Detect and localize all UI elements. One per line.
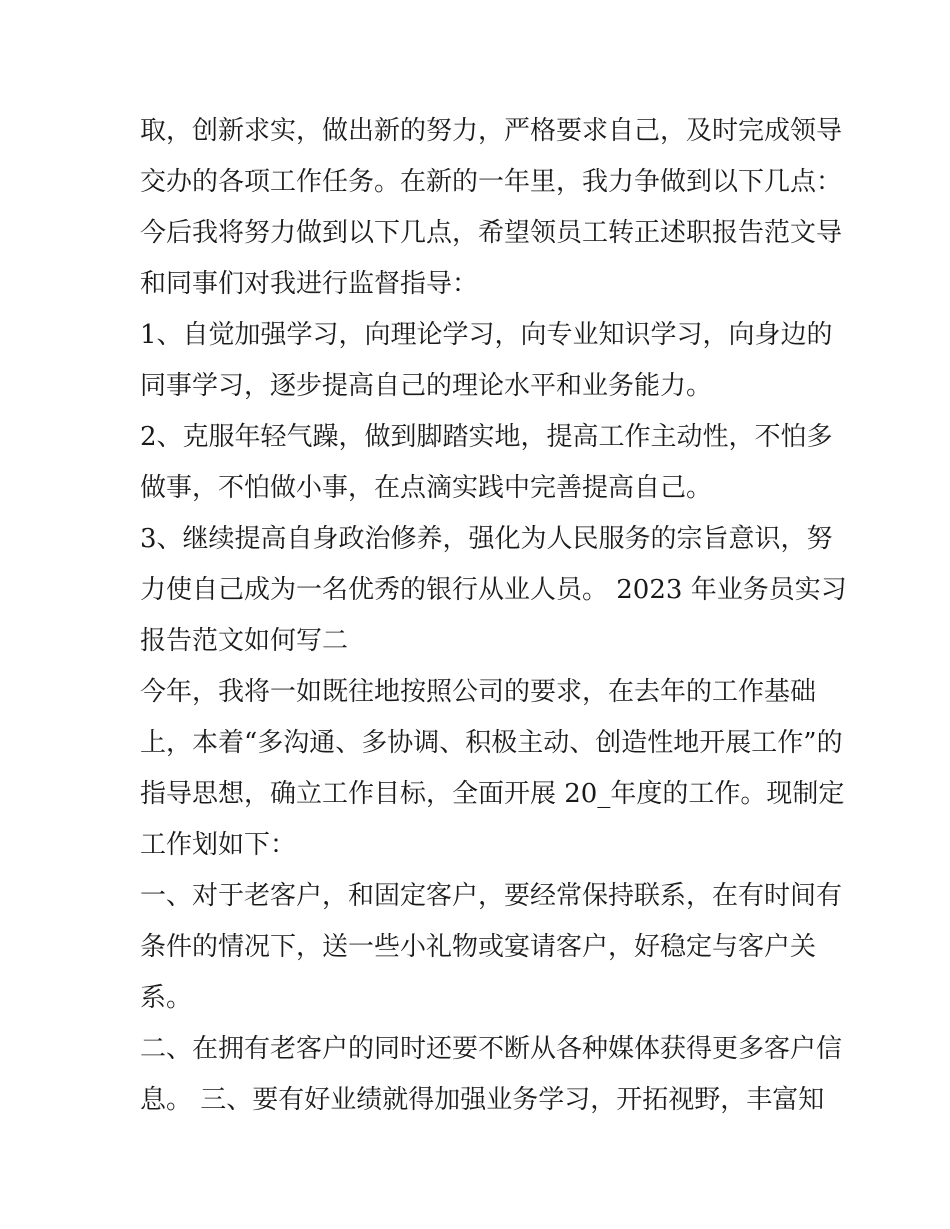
text-line: 交办的各项工作任务。在新的一年里，我力争做到以下几点：	[140, 167, 843, 197]
text-line: 工作划如下：	[140, 830, 297, 860]
text-line: 1、自觉加强学习，向理论学习，向专业知识学习，向身边的	[140, 320, 833, 350]
text-line: 指导思想，确立工作目标，全面开展 20_年度的工作。现制定	[140, 779, 845, 809]
text-line: 息。 三、要有好业绩就得加强业务学习，开拓视野，丰富知	[140, 1085, 825, 1115]
text-line: 2、克服年轻气躁，做到脚踏实地，提高工作主动性，不怕多	[140, 422, 833, 452]
text-line: 上，本着“多沟通、多协调、积极主动、创造性地开展工作”的	[140, 728, 843, 758]
text-line: 报告范文如何写二	[140, 626, 349, 656]
text-line: 同事学习，逐步提高自己的理论水平和业务能力。	[140, 371, 713, 401]
text-line: 力使自己成为一名优秀的银行从业人员。 2023 年业务员实习	[140, 575, 847, 605]
text-line: 条件的情况下，送一些小礼物或宴请客户，好稳定与客户关	[140, 932, 817, 962]
text-line: 3、继续提高自身政治修养，强化为人民服务的宗旨意识，努	[140, 524, 833, 554]
text-line: 今后我将努力做到以下几点，希望领员工转正述职报告范文导	[140, 218, 843, 248]
text-line: 今年，我将一如既往地按照公司的要求，在去年的工作基础	[140, 677, 817, 707]
text-line: 一、对于老客户，和固定客户，要经常保持联系，在有时间有	[140, 881, 843, 911]
text-line: 和同事们对我进行监督指导：	[140, 269, 479, 299]
text-line: 系。	[140, 983, 193, 1013]
text-line: 做事，不怕做小事，在点滴实践中完善提高自己。	[140, 473, 713, 503]
body-text	[140, 106, 847, 1126]
text-line: 二、在拥有老客户的同时还要不断从各种媒体获得更多客户信	[140, 1034, 843, 1064]
text-line: 取，创新求实，做出新的努力，严格要求自己，及时完成领导	[140, 116, 843, 146]
